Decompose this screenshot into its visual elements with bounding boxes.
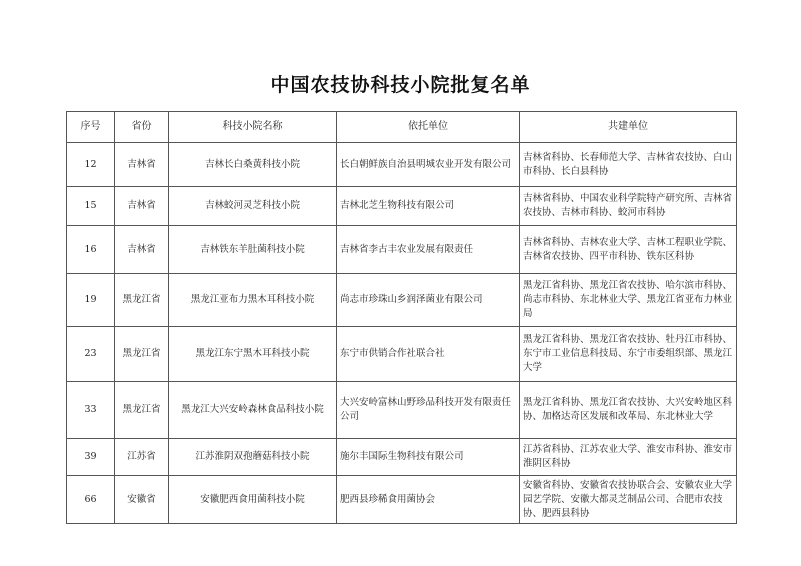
header-dependent: 依托单位 <box>337 112 520 143</box>
cell-name: 吉林蛟河灵芝科技小院 <box>169 187 337 226</box>
cell-no: 33 <box>67 382 115 439</box>
cell-name: 黑龙江东宁黑木耳科技小院 <box>169 327 337 382</box>
cell-province: 吉林省 <box>115 187 169 226</box>
cell-province: 黑龙江省 <box>115 327 169 382</box>
header-province: 省份 <box>115 112 169 143</box>
page-title: 中国农技协科技小院批复名单 <box>270 74 531 96</box>
cell-co-builders: 吉林省科协、长春师范大学、吉林省农技协、白山市科协、长白县科协 <box>520 143 737 187</box>
cell-province: 江苏省 <box>115 439 169 476</box>
table-row <box>67 274 737 327</box>
cell-dependent: 施尔丰国际生物科技有限公司 <box>337 439 520 476</box>
table-row <box>67 439 737 476</box>
cell-name: 吉林长白桑黄科技小院 <box>169 143 337 187</box>
cell-dependent: 尚志市珍珠山乡润泽菌业有限公司 <box>337 274 520 327</box>
approval-table <box>66 111 737 524</box>
cell-co-builders: 黑龙江省科协、黑龙江省农技协、大兴安岭地区科协、加格达奇区发展和改革局、东北林业大学 <box>520 382 737 439</box>
cell-no: 16 <box>67 226 115 274</box>
cell-dependent: 吉林省李古丰农业发展有限责任 <box>337 226 520 274</box>
table-row <box>67 327 737 382</box>
cell-name: 吉林铁东羊肚菌科技小院 <box>169 226 337 274</box>
cell-no: 15 <box>67 187 115 226</box>
cell-province: 黑龙江省 <box>115 382 169 439</box>
cell-province: 安徽省 <box>115 476 169 524</box>
cell-no: 19 <box>67 274 115 327</box>
cell-no: 66 <box>67 476 115 524</box>
cell-dependent: 东宁市供销合作社联合社 <box>337 327 520 382</box>
cell-dependent: 吉林北芝生物科技有限公司 <box>337 187 520 226</box>
header-name: 科技小院名称 <box>169 112 337 143</box>
cell-name: 黑龙江亚布力黑木耳科技小院 <box>169 274 337 327</box>
cell-co-builders: 吉林省科协、吉林农业大学、吉林工程职业学院、吉林省农技协、四平市科协、铁东区科协 <box>520 226 737 274</box>
cell-province: 吉林省 <box>115 143 169 187</box>
table-row <box>67 382 737 439</box>
cell-no: 12 <box>67 143 115 187</box>
cell-co-builders: 吉林省科协、中国农业科学院特产研究所、吉林省农技协、吉林市科协、蛟河市科协 <box>520 187 737 226</box>
cell-name: 安徽肥西食用菌科技小院 <box>169 476 337 524</box>
cell-dependent: 大兴安岭富林山野珍品科技开发有限责任公司 <box>337 382 520 439</box>
table-row <box>67 143 737 187</box>
table-row <box>67 187 737 226</box>
table-row <box>67 226 737 274</box>
cell-co-builders: 安徽省科协、安徽省农技协联合会、安徽农业大学园艺学院、安徽大都灵芝制品公司、合肥市农技协、肥西县科协 <box>520 476 737 524</box>
cell-province: 黑龙江省 <box>115 274 169 327</box>
table-row <box>67 476 737 524</box>
cell-name: 江苏淮阴双孢蘑菇科技小院 <box>169 439 337 476</box>
table-header-row <box>67 112 737 143</box>
cell-province: 吉林省 <box>115 226 169 274</box>
cell-dependent: 肥西县珍稀食用菌协会 <box>337 476 520 524</box>
cell-co-builders: 黑龙江省科协、黑龙江省农技协、牡丹江市科协、东宁市工业信息科技局、东宁市委组织部、黑龙江大学 <box>520 327 737 382</box>
header-co-builders: 共建单位 <box>520 112 737 143</box>
cell-no: 23 <box>67 327 115 382</box>
cell-dependent: 长白朝鲜族自治县明城农业开发有限公司 <box>337 143 520 187</box>
cell-no: 39 <box>67 439 115 476</box>
cell-co-builders: 江苏省科协、江苏农业大学、淮安市科协、淮安市淮阴区科协 <box>520 439 737 476</box>
header-no: 序号 <box>67 112 115 143</box>
cell-co-builders: 黑龙江省科协、黑龙江省农技协、哈尔滨市科协、尚志市科协、东北林业大学、黑龙江省亚布力林业局 <box>520 274 737 327</box>
cell-name: 黑龙江大兴安岭森林食品科技小院 <box>169 382 337 439</box>
